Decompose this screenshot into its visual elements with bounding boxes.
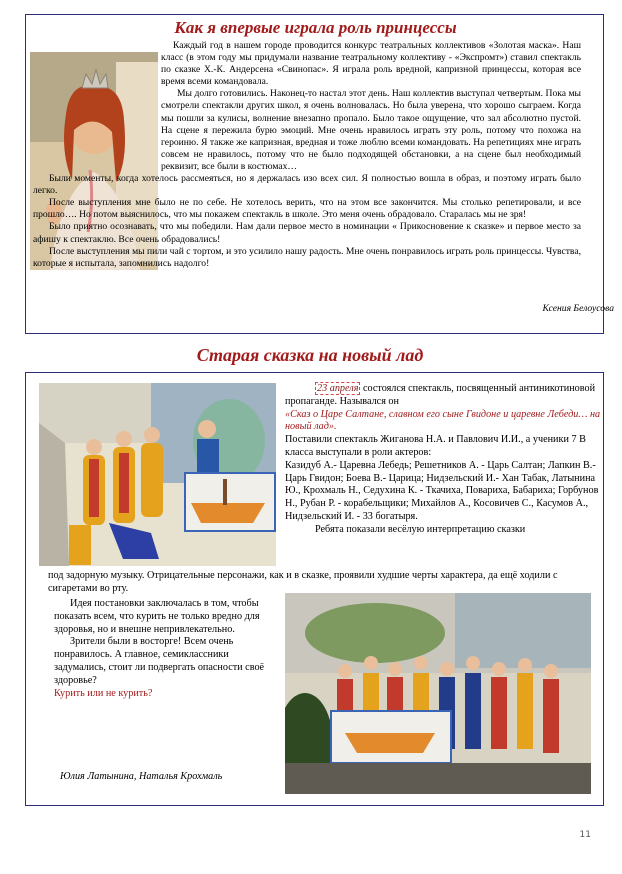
article-princess-title: Как я впервые играла роль принцессы <box>174 18 457 37</box>
play-date: 23 апреля <box>317 383 359 394</box>
article-fairytale-top-right <box>285 383 601 537</box>
play-staged-by: Поставили спектакль Жиганова Н.А. и Павлович И.И., а ученики 7 В класса выступали в роли актеров: <box>285 434 586 458</box>
page-number: 11 <box>579 830 591 840</box>
play-title: «Сказ о Царе Салтане, славном его сыне Гвидоне и царевне Лебеди… на новый лад». <box>285 408 601 433</box>
paragraph: Были моменты, когда хотелось рассмеяться, но я держалась изо всех сил. Я полностью вошла в образ, и поэтому играть было легко. <box>33 173 581 197</box>
paragraph: Мы долго готовились. Наконец-то настал этот день. Наш коллектив выступал четвертым. Пока мы смотрели спектакли других школ, я очень волновалась. Но была уверена, что хорошо сыграем. Когда мы пошли за кулисы, волнение внезапно пропало. Было такое ощущение, что зал абсолютно пустой. На сцене я пережила бурю эмоций. Мне очень нравилось играть эту роль, потому что похожа на героиню. Я также же капризная, вредная и тоже люблю всеми командовать. На репетициях мне играть совсем не нравилось, потому что не было подходящей обстановки, а на сцене был необходимый реквизит, все были в костюмах… <box>161 88 581 172</box>
paragraph: После выступления мне было не по себе. Не хотелось верить, что на этом все закончится. Мы столько репетировали, и все прошло…. Но потом выяснилось, что мы покажем спектакль в школе. Это меня очень обрадовало. Старалась мы не зря! <box>33 197 581 221</box>
article-fairytale-left <box>54 598 278 700</box>
play-photo-2 <box>285 593 591 794</box>
article-princess-body <box>33 40 581 270</box>
play-interpretation-start: Ребята показали весёлую интерпретацию сказки <box>315 523 526 535</box>
article-princess-author: Ксения Белоусова <box>542 303 614 314</box>
article-fairytale-authors: Юлия Латынина, Наталья Крохмаль <box>60 771 223 782</box>
paragraph: Каждый год в нашем городе проводится конкурс театральных коллективов «Золотая маска». Наш класс (в этом году мы придумали название театральному коллективу - «Экспромт») ставил спектакль по сказке Х.-К. Андерсена «Свинопас». Я играла роль вредной, капризной принцессы, которая все время всеми командовала. <box>161 40 581 88</box>
play-idea: Идея постановки заключалась в том, чтобы показать всем, что курить не только вредно для здоровья, но и внешне непривлекательно. <box>54 598 260 635</box>
play-intro: состоялся спектакль, посвященный антиникотиновой пропаганде. Назывался он <box>285 383 596 407</box>
play-audience: Зрители были в восторге! Всем очень понравилось. А главное, семиклассники задумались, стоит ли подвергать опасности своё здоровье? <box>54 636 265 686</box>
article-fairytale-title: Старая сказка на новый лад <box>196 345 424 365</box>
play-interpretation-continued: под задорную музыку. Отрицательные персонажи, как и в сказке, проявили худшие черты характера, да ещё ходили с сигаретами во рту. <box>48 570 558 594</box>
paragraph: Было приятно осознавать, что мы победили. Нам дали первое место в номинации « Прикосновение к сказке» и первое место за афишу к спектаклю. Все очень обрадовались! <box>33 221 581 245</box>
play-cast: Казидуб А.- Царевна Лебедь; Решетников А. - Царь Салтан; Лапкин В.- Царь Гвидон; Боева В.- Царица; Нидзельский И.- Хан Табак, Латынина Ю., Крохмаль Н., Седухина К. - Ткачиха, Повариха, Бабариха; Горбунов Н., Рубан Р. - корабельщики; Михайлов А., Косовичев С., Касумов А., Нидзельский И. - 33 богатыря. <box>285 459 599 522</box>
paragraph: После выступления мы пили чай с тортом, и это усилило нашу радость. Мне очень понравилось играть роль принцессы. Чувства, которые я испытала, запомнились надолго! <box>33 245 581 269</box>
play-photo-1 <box>39 383 276 566</box>
play-question: Курить или не курить? <box>54 687 153 699</box>
